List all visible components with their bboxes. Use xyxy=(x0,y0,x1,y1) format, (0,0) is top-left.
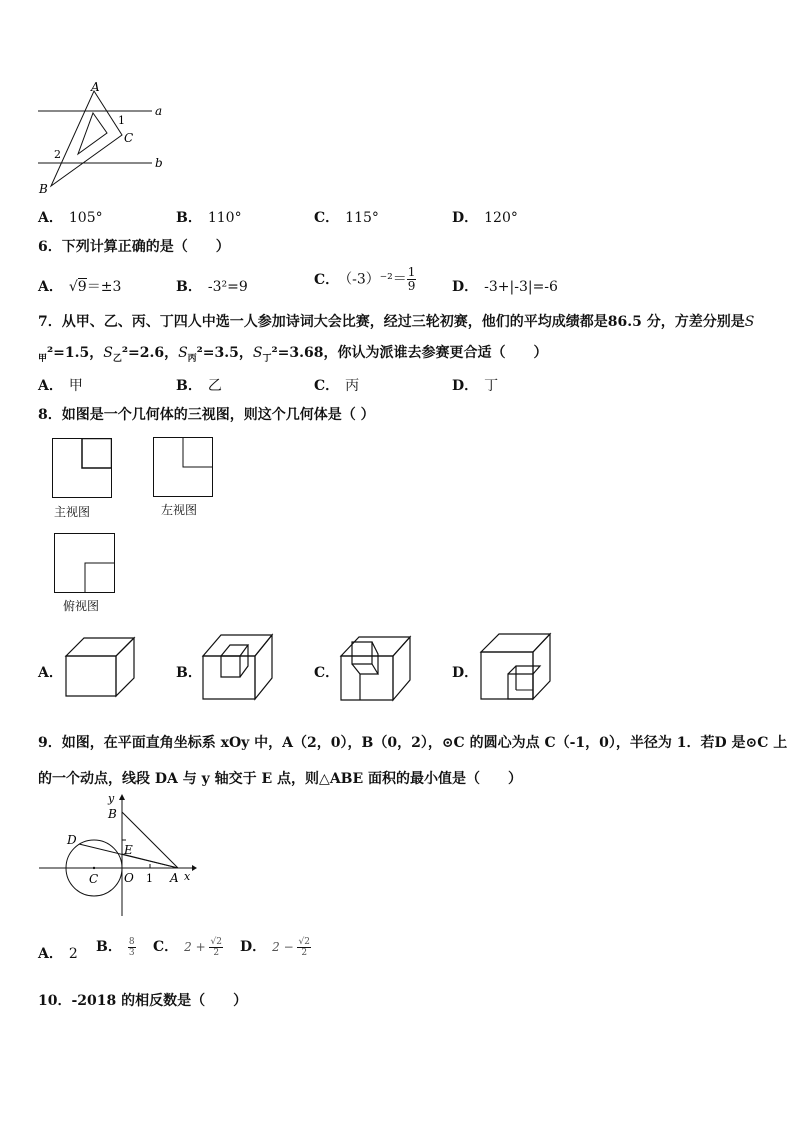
top-view xyxy=(54,533,116,593)
label-A: A xyxy=(91,80,100,94)
q6-option-a[interactable]: A． √9＝±3 xyxy=(38,279,122,295)
q7-option-b[interactable]: B． 乙 xyxy=(176,378,222,394)
front-view-caption: 主视图 xyxy=(54,505,91,519)
label-O: O xyxy=(124,871,134,885)
segment-ab xyxy=(122,812,178,868)
q6-option-c[interactable]: C． （-3）⁻²＝ $\frac{1}{9}$ xyxy=(314,265,416,293)
q8-option-a-solid[interactable] xyxy=(64,636,136,698)
q6-option-b[interactable]: B． -3²=9 xyxy=(176,279,248,295)
label-C: C xyxy=(89,872,99,886)
label-y: y xyxy=(108,792,115,805)
label-x: x xyxy=(184,870,191,883)
sqrt-icon: √ xyxy=(68,279,78,295)
q9-option-b[interactable]: B． $\frac{8}{3}$ xyxy=(96,936,135,958)
q8-title: 8．如图是一个几何体的三视图，则这个几何体是（ ） xyxy=(38,407,375,423)
q8-option-c-solid[interactable] xyxy=(338,634,412,704)
fraction: $\frac{8}{3}$ xyxy=(128,936,135,958)
q9-figure xyxy=(34,792,204,920)
q9-option-d[interactable]: D． 2 − $\frac{√2}{2}$ xyxy=(240,936,310,958)
q9-line2: 的一个动点，线段 DA 与 y 轴交于 E 点，则△ABE 面积的最小值是（ ） xyxy=(38,771,523,787)
top-view-caption: 俯视图 xyxy=(63,599,100,613)
q9-option-c[interactable]: C． 2 + $\frac{√2}{2}$ xyxy=(153,936,222,958)
left-view-caption: 左视图 xyxy=(161,503,198,517)
angle-1: 1 xyxy=(118,114,125,127)
q5-option-c[interactable]: C． 115° xyxy=(314,210,379,226)
q5-option-d[interactable]: D． 120° xyxy=(452,210,518,226)
q7-line1: 7．从甲、乙、丙、丁四人中选一人参加诗词大会比赛，经过三轮初赛，他们的平均成绩都是86.5 分，方差分别是S xyxy=(38,314,755,330)
q6-option-d[interactable]: D． -3+|-3|=-6 xyxy=(452,279,558,295)
label-B: B xyxy=(39,182,48,196)
label-a: a xyxy=(155,104,163,118)
label-E: E xyxy=(124,843,133,857)
front-view xyxy=(52,438,112,498)
q9-option-a[interactable]: A． 2 xyxy=(38,946,78,962)
label-A: A xyxy=(170,871,179,885)
q8-option-b-label[interactable]: B． xyxy=(176,665,202,681)
fraction: $\frac{√2}{2}$ xyxy=(210,936,222,958)
label-C: C xyxy=(124,131,134,145)
label-D: D xyxy=(67,833,77,847)
q8-option-b-solid[interactable] xyxy=(200,632,274,702)
q7-line2: $_甲$²=1.5，$S_乙^2=2.6$，$S_丙^2=3.5$，$S_丁^2=3.68$，你认为派谁去参赛更合适（ ） xyxy=(38,345,548,364)
fraction: $\frac{√2}{2}$ xyxy=(298,936,310,958)
q8-option-d-solid[interactable] xyxy=(478,632,552,702)
label-B: B xyxy=(108,807,117,821)
q8-option-d-label[interactable]: D． xyxy=(452,665,479,681)
q8-option-a-label[interactable]: A． xyxy=(38,665,63,681)
left-view xyxy=(153,437,213,497)
q5-option-b[interactable]: B． 110° xyxy=(176,210,242,226)
label-1: 1 xyxy=(146,872,153,885)
inner-triangle xyxy=(78,113,107,154)
q10-title: 10．-2018 的相反数是（ ） xyxy=(38,993,248,1009)
angle-2: 2 xyxy=(54,148,61,161)
q7-option-a[interactable]: A． 甲 xyxy=(38,378,83,394)
q7-option-d[interactable]: D． 丁 xyxy=(452,378,499,394)
fraction: $\frac{1}{9}$ xyxy=(407,265,416,293)
q7-option-c[interactable]: C． 丙 xyxy=(314,378,360,394)
q6-title: 6．下列计算正确的是（ ） xyxy=(38,239,230,255)
q9-line1: 9．如图，在平面直角坐标系 xOy 中，A（2，0），B（0，2），⊙C 的圆心为点 C（-1，0），半径为 1．若D 是⊙C 上 xyxy=(38,735,788,751)
q5-option-a[interactable]: A． 105° xyxy=(38,210,103,226)
q8-option-c-label[interactable]: C． xyxy=(314,665,340,681)
q5-figure xyxy=(30,78,180,198)
label-b: b xyxy=(155,156,163,170)
outer-triangle xyxy=(51,91,122,186)
